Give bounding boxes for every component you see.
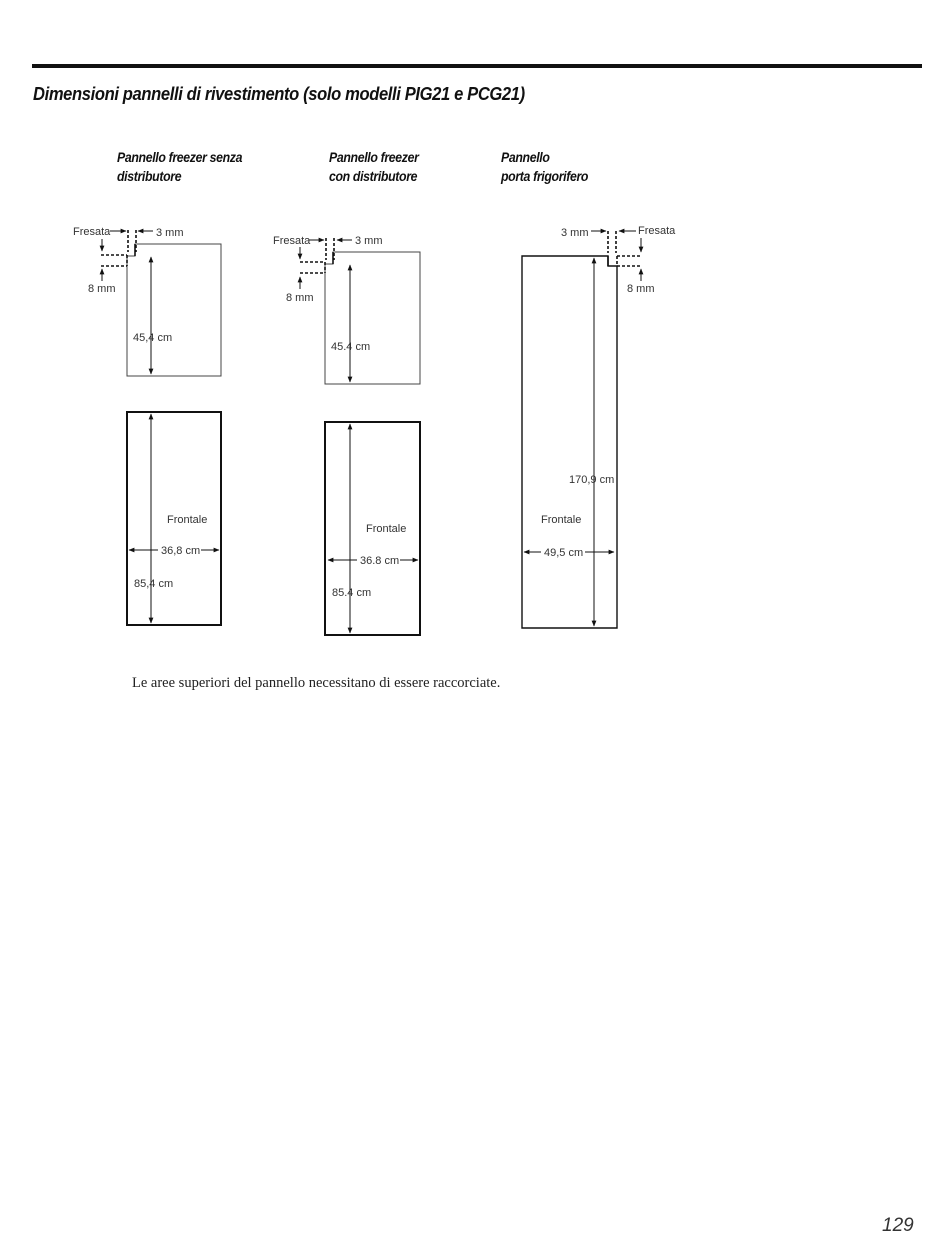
frigorifero-panel	[522, 231, 641, 628]
page-title: Dimensioni pannelli di rivestimento (solo modelli PIG21 e PCG21)	[33, 84, 525, 104]
column-heading-line: porta frigorifero	[501, 168, 589, 184]
frigorifero-height-label: 170,9 cm	[569, 474, 615, 486]
freezer-senza-upper-panel	[101, 230, 221, 376]
freezer-con-upper-height-label: 45.4 cm	[331, 341, 371, 353]
column-heading-line: con distributore	[329, 168, 418, 184]
column-heading-line: Pannello freezer senza	[117, 149, 243, 165]
freezer-con-lower-height-label: 85.4 cm	[332, 587, 372, 599]
frigorifero-fresata-label: Fresata	[638, 225, 676, 237]
column-heading-line: distributore	[117, 168, 182, 184]
frigorifero-width-label: 49,5 cm	[544, 547, 584, 559]
freezer-senza-cut-width-label: 3 mm	[156, 227, 184, 239]
freezer-senza-fresata-label: Fresata	[73, 226, 111, 238]
freezer-senza-lower-height-label: 85,4 cm	[134, 578, 174, 590]
freezer-con-cut-width-label: 3 mm	[355, 235, 383, 247]
freezer-con-cut-depth-label: 8 mm	[286, 292, 314, 304]
column-heading-line: Pannello freezer	[329, 149, 419, 165]
freezer-senza-upper-height-label: 45,4 cm	[133, 332, 173, 344]
panel-trim-note: Le aree superiori del pannello necessitano di essere raccorciate.	[132, 675, 501, 691]
freezer-con-width-label: 36.8 cm	[360, 555, 400, 567]
frigorifero-cut-width-label: 3 mm	[561, 227, 589, 239]
freezer-senza-cut-depth-label: 8 mm	[88, 283, 116, 295]
freezer-con-front-label: Frontale	[366, 523, 407, 535]
column-heading-line: Pannello	[501, 149, 550, 165]
freezer-senza-width-label: 36,8 cm	[161, 545, 201, 557]
freezer-senza-front-label: Frontale	[167, 514, 208, 526]
frigorifero-front-label: Frontale	[541, 514, 582, 526]
page-number: 129	[882, 1215, 914, 1236]
frigorifero-cut-depth-label: 8 mm	[627, 283, 655, 295]
freezer-con-fresata-label: Fresata	[273, 235, 311, 247]
freezer-con-upper-panel	[300, 238, 420, 384]
